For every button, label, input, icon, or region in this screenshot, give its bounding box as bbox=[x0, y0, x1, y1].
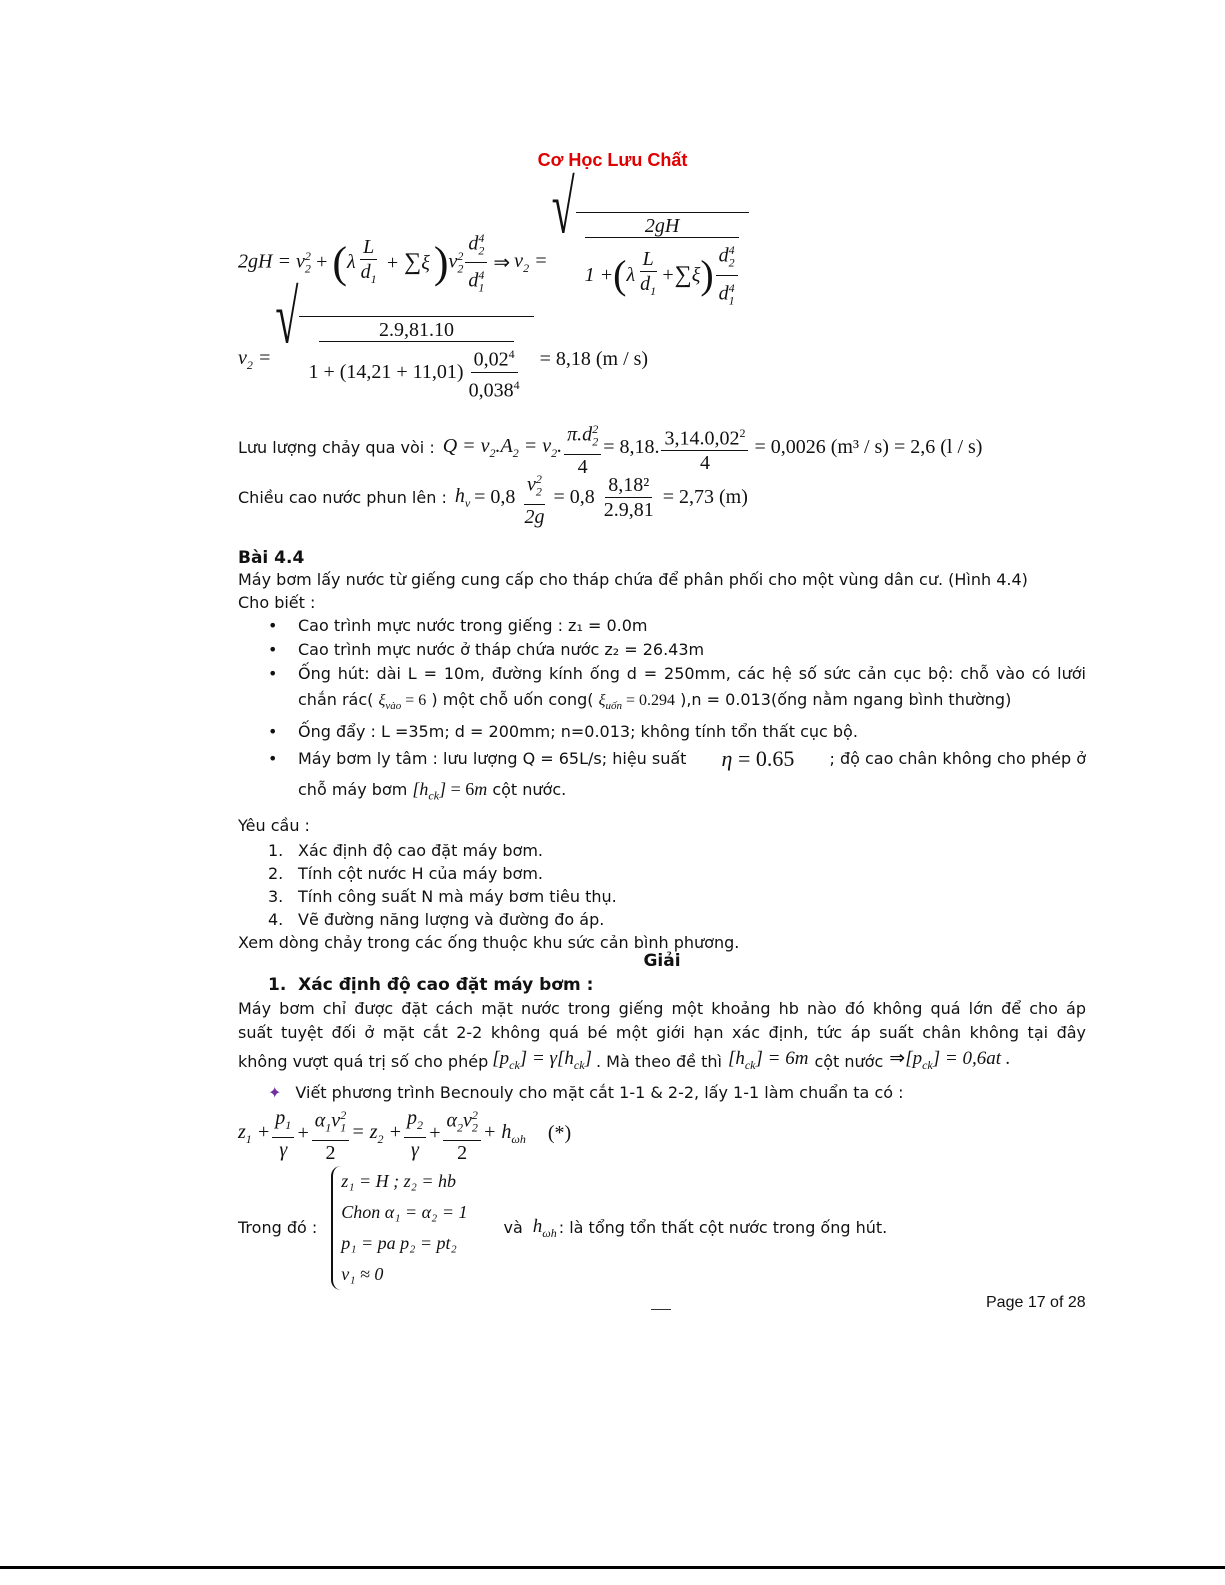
requirement-item: 3. Tính công suất N mà máy bơm tiêu thụ. bbox=[268, 886, 617, 906]
formula1-lhs: $2gH = v_2^2$ bbox=[238, 248, 311, 276]
height-eq2: = 0,8 bbox=[474, 486, 516, 509]
flow-frac2-den: 4 bbox=[699, 452, 710, 475]
formula-velocity-value: $v_2$ = √ 2.9,81.10 1 + (14,21 + 11,01) $\frac{0,02^4}{0,038^4}$ = 8,18 (m / s) bbox=[238, 277, 649, 402]
formula2-numerator: 2.9,81.10 bbox=[319, 319, 514, 342]
flow-eq4: = 8,18. bbox=[603, 436, 660, 459]
h-loss-description: : là tổng tổn thất cột nước trong ống hút. bbox=[558, 1218, 888, 1237]
jet-height-line: Chiều cao nước phun lên : $h_v$ = 0,8 $\frac{v_2^2}{2g}$ = 0,8 $\frac{\text{8,18²}}{2.9,81}$ = 2,73 (m) bbox=[238, 468, 748, 528]
height-eq3: = 0,8 bbox=[553, 486, 595, 509]
solution-step1-title: Xác định độ cao đặt máy bơm : bbox=[298, 975, 594, 995]
problem-intro: Máy bơm lấy nước từ giếng cung cấp cho tháp chứa để phân phối cho một vùng dân cư. (Hình 4.4) bbox=[238, 570, 1028, 589]
solution-step1: 1. Xác định độ cao đặt máy bơm : bbox=[268, 975, 594, 995]
formula2-result: = 8,18 (m / s) bbox=[539, 348, 649, 371]
given-list bbox=[238, 614, 1086, 811]
requirement-item: 4. Vẽ đường năng lượng và đường đo áp. bbox=[268, 909, 605, 929]
given-item-text: ; độ cao chân không cho phép ở bbox=[829, 749, 1086, 769]
condition-item: v₁ ≈ 0 bbox=[341, 1264, 384, 1284]
formula2-frac-num: 0,02 bbox=[473, 348, 509, 371]
page-number: Page 17 of 28 bbox=[986, 1294, 1086, 1311]
and-word: và bbox=[503, 1218, 523, 1237]
given-item: • Ống đẩy : L =35m; d = 200mm; n=0.013; không tính tổn thất cục bộ. bbox=[238, 720, 1086, 744]
given-item: • Máy bơm ly tâm : lưu lượng Q = 65L/s; hiệu suất η = 0.65 ; độ cao chân không cho phép ở chỗ máy bơm $[h_{ck}] = 6m$ cột nước. bbox=[238, 744, 1086, 811]
equation-star-label: (*) bbox=[547, 1122, 572, 1145]
condition-item: Chon α₁ = α₂ = 1 bbox=[341, 1202, 468, 1222]
conditions-block: Trong đó : z₁ = H ; z₂ = hb Chon α₁ = α₂ = 1 p₁ = pa p₂ = pt₂ v₁ ≈ 0 và $h_{\omega h}$ : là tổng tổn thất cột nước trong ống hút. bbox=[238, 1166, 887, 1290]
solution-title: Giải bbox=[643, 951, 681, 971]
height-frac2-num: 8,18² bbox=[605, 474, 652, 498]
formula2-den-lead: 1 + (14,21 + 11,01) bbox=[308, 361, 464, 384]
solution-para-line3: không vượt quá trị số cho phép $[p_{ck}] = \gamma[h_{ck}]$ . Mà theo đề thì $[h_{ck}] = 6m$ cột nước $\Rightarrow[p_{ck}] = 0,6at$ . bbox=[238, 1048, 1011, 1072]
given-item: • Ống hút: dài L = 10m, đường kính ống d = 250mm, các hệ số sức cản cục bộ: chỗ vào có lưới chắn rác( $\xi_{vào} = 6$ ) một chỗ uốn cong( $\xi_{uốn} = 0.294$ ),n = 0.013(ống nằm ngang bình thường) bbox=[238, 662, 1086, 720]
solution-section bbox=[238, 951, 1086, 1107]
flow-rate-line: Lưu lượng chảy qua vòi : $Q = v_2.A_2 = v_2$. $\frac{\pi.d_2^2}{4}$ = 8,18. $\frac{3,14.0,02^2}{4}$ = 0,0026 (m³ / s) = 2,6 (l / s) bbox=[238, 418, 982, 478]
given-item-text: chỗ máy bơm bbox=[298, 780, 408, 800]
requirement-item: 2. Tính cột nước H của máy bơm. bbox=[268, 863, 543, 883]
given-item-text: chắn rác( bbox=[298, 690, 374, 709]
where-label: Trong đó : bbox=[238, 1218, 318, 1237]
requirements-label: Yêu cầu : bbox=[238, 815, 310, 835]
height-frac2-den: 2.9,81 bbox=[603, 499, 654, 522]
flow-rate-label: Lưu lượng chảy qua vòi : bbox=[238, 437, 435, 457]
problem-note: Xem dòng chảy trong các ống thuộc khu sức cản bình phương. bbox=[238, 932, 740, 952]
height-frac1-den: 2g bbox=[524, 505, 545, 528]
condition-item: p₁ = pa p₂ = pt₂ bbox=[341, 1233, 457, 1253]
formula2-frac-den: 0,038 bbox=[468, 379, 514, 402]
bernoulli-equation: $z_1$ + $\frac{p_1}{\gamma}$ + $\frac{\alpha_1v_1^2}{2}$ = $z_2$ + $\frac{p_2}{\gamma}$ + $\frac{\alpha_2v_2^2}{2}$ + $h_{\omega h}$ (*) bbox=[238, 1104, 571, 1164]
bottom-border bbox=[0, 1566, 1225, 1569]
given-item-text: ),n = 0.013(ống nằm ngang bình thường) bbox=[680, 690, 1012, 709]
bernoulli-line bbox=[238, 1079, 1086, 1107]
given-item-text: cột nước. bbox=[492, 780, 567, 800]
given-item: • Cao trình mực nước trong giếng : z₁ = 0.0m bbox=[238, 614, 1086, 638]
jet-height-label: Chiều cao nước phun lên : bbox=[238, 487, 447, 507]
height-result: = 2,73 (m) bbox=[662, 486, 748, 509]
conditions-brace bbox=[331, 1166, 467, 1290]
solution-para-line2: suất tuyệt đối ở mặt cắt 2-2 không quá bé một giới hạn xác định, tức áp suất chân không tại đây bbox=[238, 1023, 1086, 1042]
flow-frac1-den: 4 bbox=[577, 455, 588, 478]
requirement-item: 1. Xác định độ cao đặt máy bơm. bbox=[268, 840, 544, 860]
flow-frac2-num: 3,14.0,02 bbox=[664, 427, 740, 450]
problem-section bbox=[238, 548, 1086, 954]
problem-title: Bài 4.4 bbox=[238, 548, 305, 568]
given-label: Cho biết : bbox=[238, 593, 316, 612]
formula-velocity-derivation: $2gH = v_2^2$ + ( λ $\frac{L}{d_1}$ + ∑ξ ) $v_2^2$ $\frac{d_2^4}{d_1^4}$ ⇒ $v_2$ = √ 2gH 1 + ( λ $\frac{L}{d_1}$ + ∑ ξ ) $\frac{d_2^4}{d_1^4}$ bbox=[238, 212, 749, 313]
solution-para-line1: Máy bơm chỉ được đặt cách mặt nước trong giếng một khoảng hb nào đó không quá lớn để cho áp bbox=[238, 999, 1086, 1018]
footer-divider bbox=[651, 1309, 671, 1310]
condition-item: z₁ = H ; z₂ = hb bbox=[341, 1171, 457, 1191]
requirements-list bbox=[238, 839, 1086, 931]
bernoulli-text: Viết phương trình Becnouly cho mặt cắt 1-1 & 2-2, lấy 1-1 làm chuẩn ta có : bbox=[295, 1082, 904, 1102]
given-item-text: • Máy bơm ly tâm : lưu lượng Q = 65L/s; hiệu suất bbox=[298, 749, 687, 769]
given-item-line1: • Ống hút: dài L = 10m, đường kính ống d = 250mm, các hệ số sức cản cục bộ: chỗ vào có lưới bbox=[298, 664, 1086, 683]
page-header-title: Cơ Học Lưu Chất bbox=[537, 150, 688, 170]
flow-result: = 0,0026 (m³ / s) = 2,6 (l / s) bbox=[754, 436, 983, 459]
given-item: • Cao trình mực nước ở tháp chứa nước z₂ = 26.43m bbox=[238, 638, 1086, 662]
diamond-bullet-icon: ✦ bbox=[268, 1082, 282, 1102]
given-item-text: ) một chỗ uốn cong( bbox=[431, 690, 594, 709]
